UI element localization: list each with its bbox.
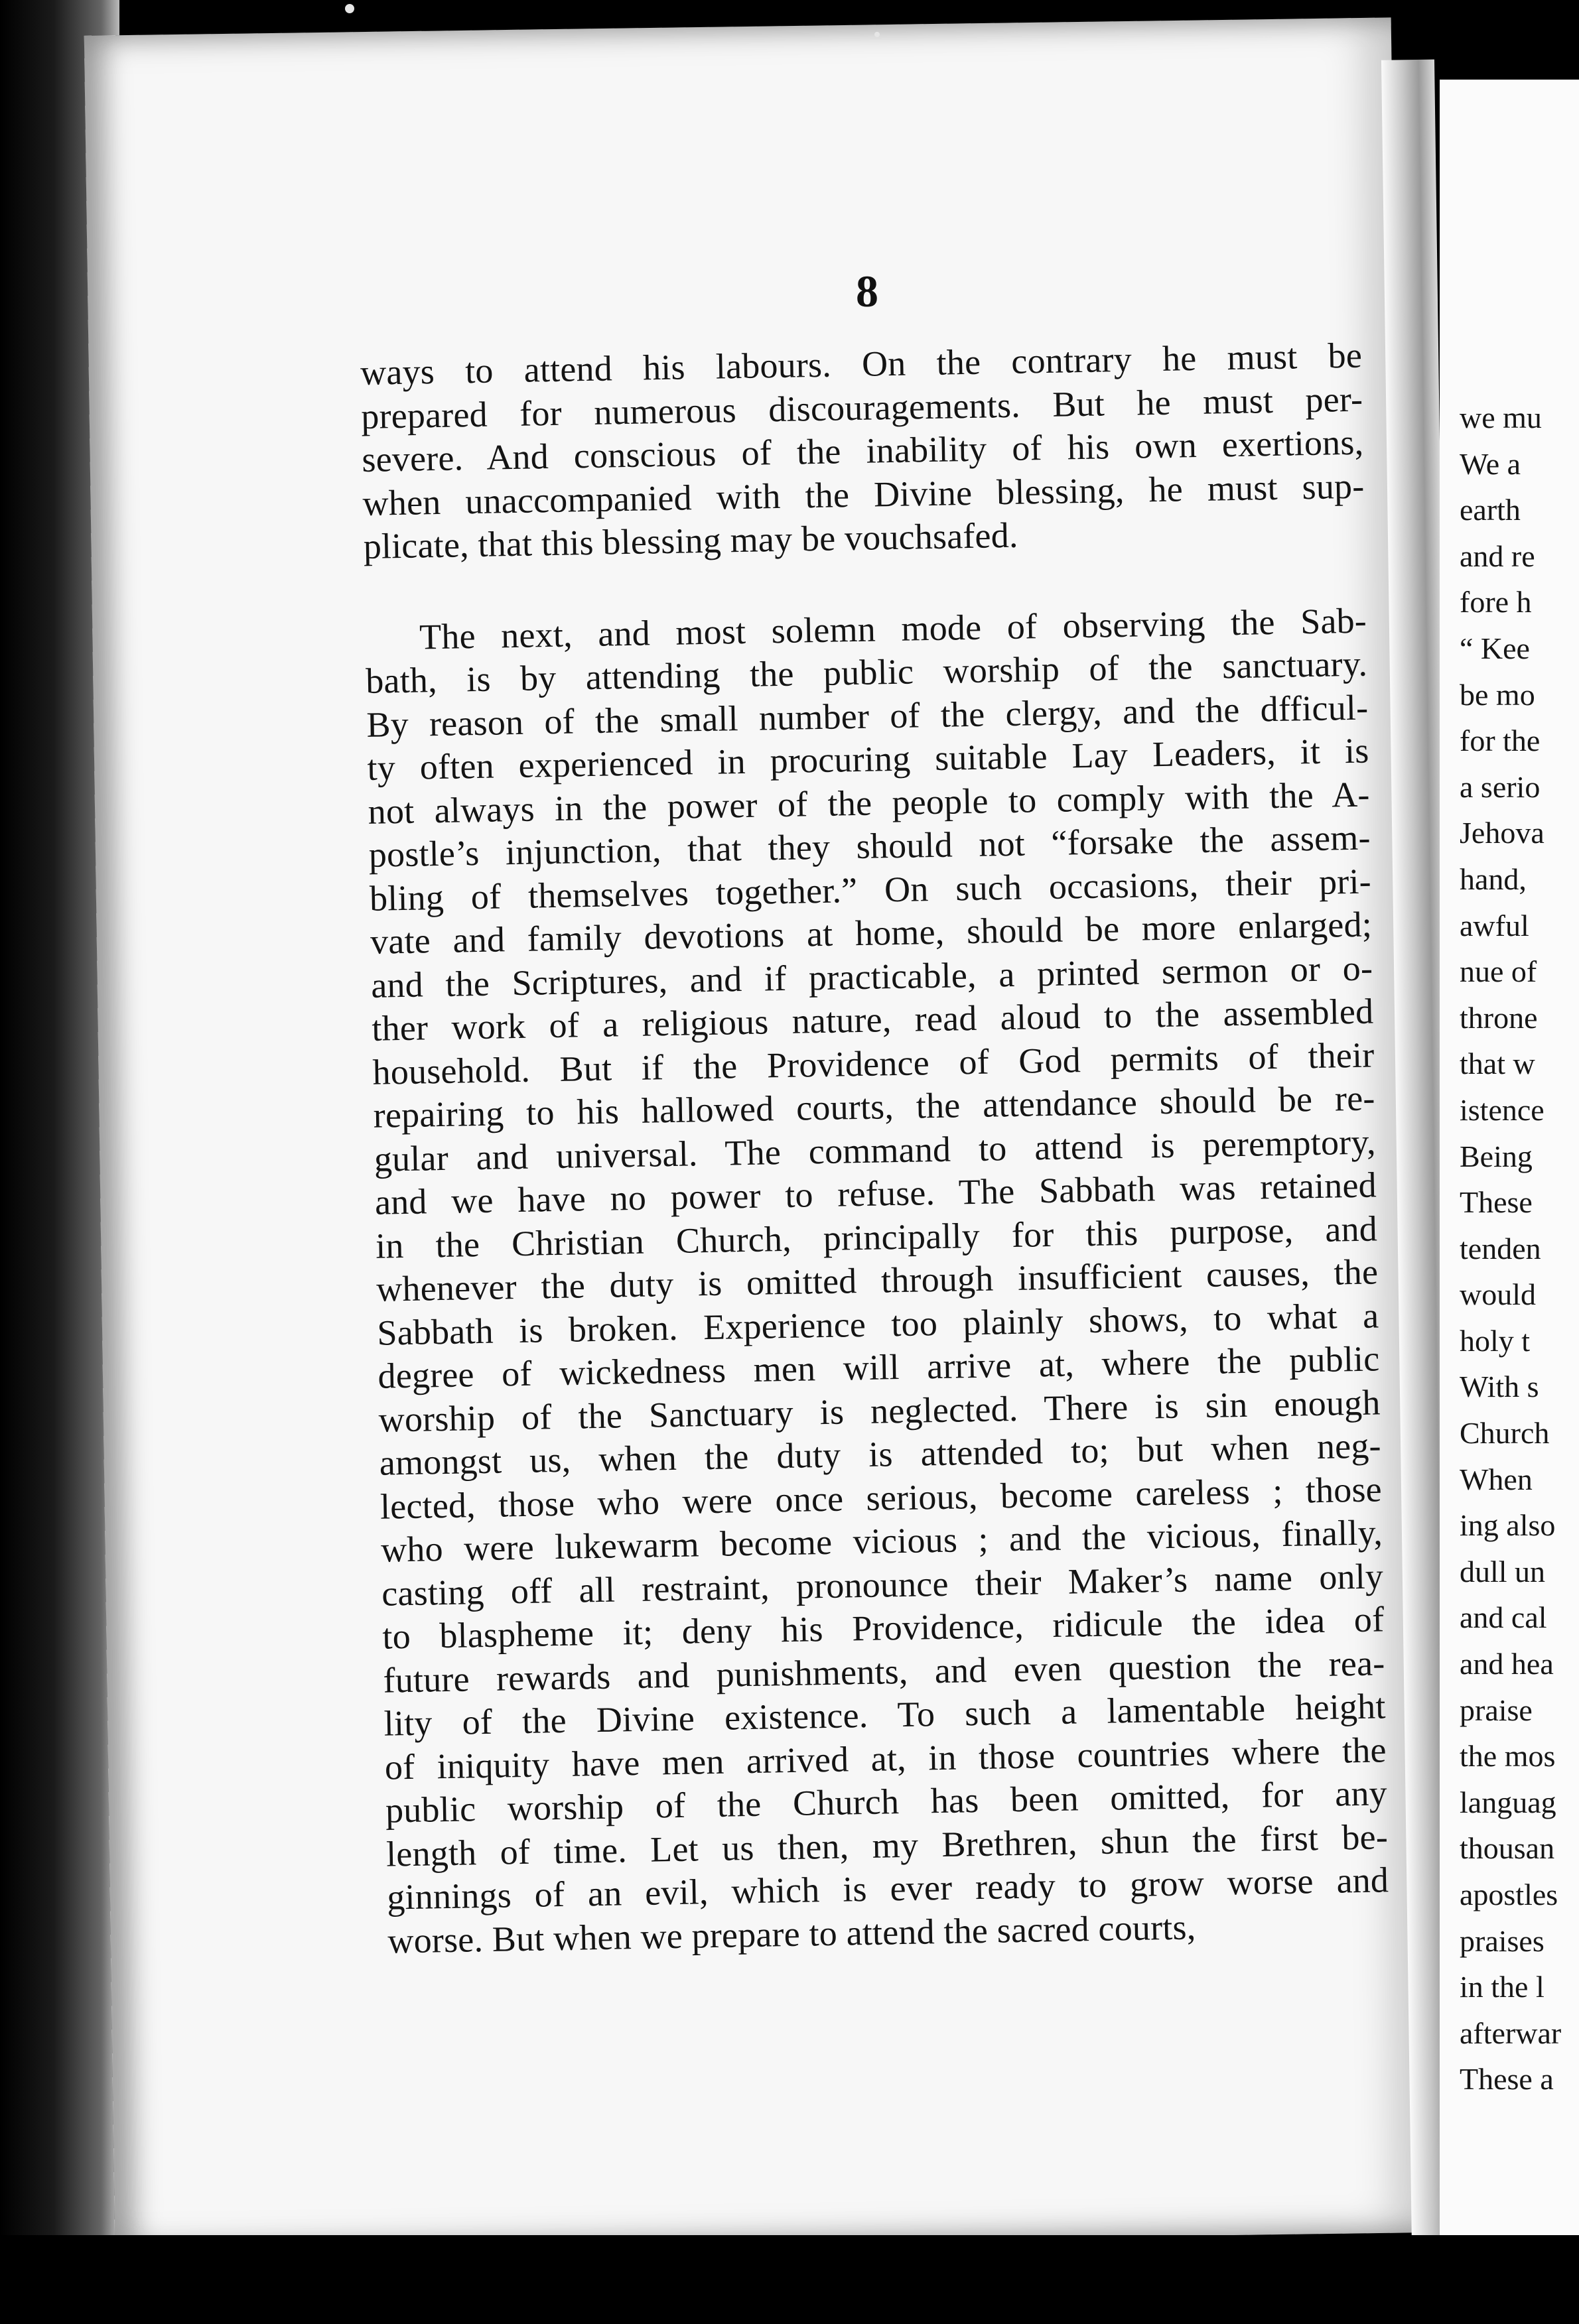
- facing-page-line: We a: [1460, 446, 1521, 481]
- facing-page-line: tenden: [1460, 1231, 1541, 1265]
- facing-page-line: praise: [1460, 1693, 1533, 1727]
- text-line: amongst us, when the duty is attended to; but when neg-: [379, 1425, 1382, 1483]
- text-line: lity of the Divine existence. To such a lamentable height: [383, 1686, 1387, 1744]
- facing-page-line: These: [1460, 1185, 1533, 1220]
- scan-bottom-border: [0, 2235, 1579, 2324]
- facing-page-line: the mos: [1460, 1739, 1556, 1774]
- facing-page-line: ing also: [1460, 1508, 1556, 1543]
- paragraph: [360, 334, 1365, 569]
- facing-page-line: throne: [1460, 1000, 1538, 1035]
- facing-page-line: praises: [1460, 1923, 1545, 1958]
- text-line: bling of themselves together.” On such occasions, their pri-: [369, 861, 1372, 919]
- text-line: when unaccompanied with the Divine blessing, he must sup-: [362, 466, 1365, 523]
- facing-page-line: in the l: [1460, 1970, 1545, 2004]
- facing-page-line: Being: [1460, 1139, 1533, 1173]
- text-line: repairing to his hallowed courts, the attendance should be re-: [373, 1078, 1376, 1135]
- facing-page-line: and cal: [1460, 1600, 1547, 1635]
- text-line: casting off all restraint, pronounce their Maker’s name only: [381, 1555, 1384, 1614]
- facing-page-line: for the: [1460, 724, 1541, 758]
- facing-page-line: and hea: [1460, 1647, 1554, 1681]
- facing-page-line: that w: [1460, 1047, 1535, 1081]
- facing-page-line: These a: [1460, 2062, 1554, 2097]
- text-line: in the Christian Church, principally for this purpose, and: [375, 1208, 1378, 1266]
- facing-page-line: Church: [1460, 1416, 1550, 1451]
- body-text: [358, 235, 1390, 1963]
- text-line: vate and family devotions at home, should be more enlarged;: [370, 904, 1373, 962]
- text-line: severe. And conscious of the inability of his own exertions,: [361, 422, 1364, 480]
- text-line: The next, and most solemn mode of observing the Sab-: [419, 600, 1367, 657]
- text-line: By reason of the small number of the clergy, and the dfficul-: [366, 687, 1369, 745]
- text-line: degree of wickedness men will arrive at, where the public: [378, 1338, 1380, 1396]
- facing-page-line: be mo: [1460, 677, 1535, 712]
- facing-page-line: awful: [1460, 908, 1529, 942]
- facing-page-line: apostles: [1460, 1878, 1558, 1911]
- facing-page-line: istence: [1460, 1092, 1545, 1127]
- text-line: whenever the duty is omitted through insufficient causes, the: [376, 1252, 1379, 1309]
- text-line: prepared for numerous discouragements. But he must per-: [360, 379, 1363, 436]
- scan-speck: [874, 32, 880, 37]
- facing-page-line: afterwar: [1460, 2016, 1562, 2050]
- text-line: lected, those who were once serious, become careless ; those: [379, 1468, 1383, 1527]
- text-line: gular and universal. The command to attend is peremptory,: [374, 1121, 1377, 1179]
- facing-page-line: dull un: [1460, 1554, 1546, 1588]
- text-line: public worship of the Church has been omitted, for any: [385, 1773, 1388, 1831]
- text-line: future rewards and punishments, and even question the rea-: [383, 1642, 1385, 1701]
- facing-page-line: and re: [1460, 539, 1535, 573]
- text-line: to blaspheme it; deny his Providence, ridicule the idea of: [381, 1599, 1385, 1657]
- facing-page-line: languag: [1460, 1785, 1556, 1819]
- text-line: bath, is by attending the public worship of the sanctuary.: [365, 643, 1368, 701]
- page-number: 8: [856, 266, 878, 316]
- text-line: household. But if the Providence of God permits of their: [372, 1034, 1375, 1092]
- text-line: worship of the Sanctuary is neglected. There is sin enough: [378, 1382, 1381, 1440]
- facing-page-line: we mu: [1460, 401, 1542, 434]
- facing-page-line: With s: [1460, 1370, 1539, 1404]
- facing-page-line: nue of: [1460, 954, 1537, 989]
- text-line: ginnings of an evil, which is ever ready to grow worse and: [386, 1860, 1389, 1917]
- facing-page-line: earth: [1460, 493, 1521, 527]
- text-line: ther work of a religious nature, read aloud to the assembled: [371, 991, 1374, 1049]
- text-line: who were lukewarm become vicious ; and the vicious, finally,: [380, 1512, 1383, 1570]
- text-line: worse. But when we prepare to attend the sacred courts,: [387, 1906, 1196, 1961]
- facing-page-line: a serio: [1460, 769, 1541, 804]
- text-line: ty often experienced in procuring suitable Lay Leaders, it is: [367, 730, 1369, 788]
- facing-page-line: hand,: [1460, 862, 1527, 896]
- text-line: postle’s injunction, that they should not “forsake the assem-: [368, 817, 1371, 875]
- folio-space: [358, 235, 1361, 352]
- text-line: ways to attend his labours. On the contrary he must be: [360, 335, 1363, 393]
- facing-page-text: [1460, 395, 1579, 2102]
- text-line: plicate, that this blessing may be vouchsafed.: [363, 515, 1019, 566]
- paragraph: [365, 599, 1390, 1963]
- facing-page-line: When: [1460, 1462, 1533, 1496]
- facing-page-lines: [1460, 395, 1579, 2102]
- paragraph-container: [360, 334, 1390, 1963]
- facing-page-line: thousan: [1460, 1831, 1555, 1866]
- text-line: and we have no power to refuse. The Sabbath was retained: [374, 1165, 1377, 1222]
- scan-speck: [345, 4, 354, 13]
- facing-page-line: holy t: [1460, 1323, 1531, 1358]
- text-line: not always in the power of the people to comply with the A-: [368, 774, 1371, 832]
- facing-page-line: Jehova: [1460, 816, 1545, 850]
- text-line: Sabbath is broken. Experience too plainly shows, to what a: [376, 1295, 1379, 1353]
- text-line: and the Scriptures, and if practicable, a printed sermon or o-: [370, 947, 1373, 1005]
- facing-page-line: would: [1460, 1277, 1536, 1312]
- text-line: length of time. Let us then, my Brethren, shun the first be-: [385, 1816, 1389, 1874]
- text-line: of iniquity have men arrived at, in those countries where the: [384, 1729, 1387, 1787]
- facing-page-line: fore h: [1460, 585, 1532, 619]
- facing-page-line: “ Kee: [1460, 631, 1530, 665]
